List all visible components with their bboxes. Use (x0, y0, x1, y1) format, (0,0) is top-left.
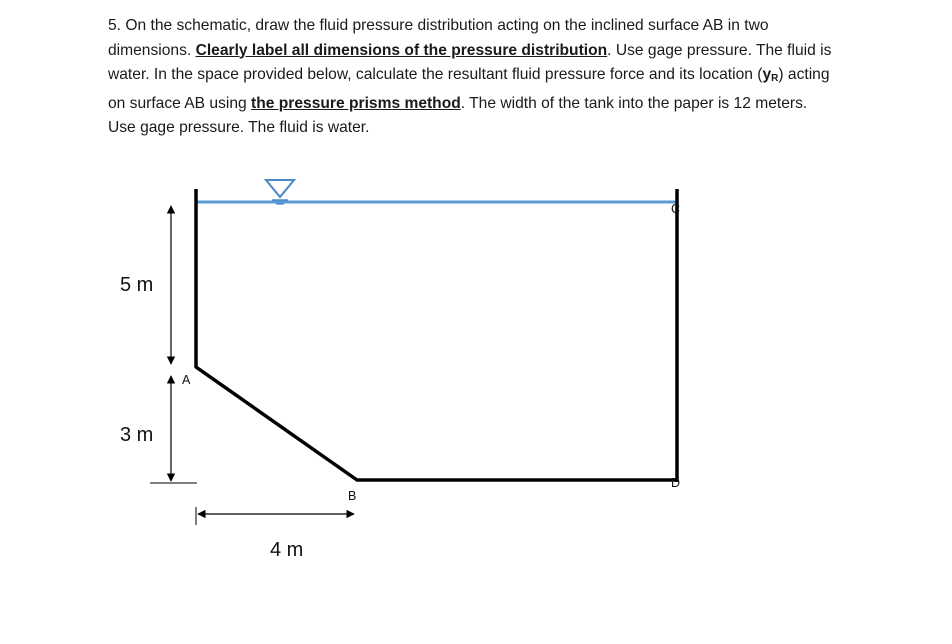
problem-text-part4: . The width of the tank into the paper is 12 meters. Use gage pressure. The fluid is water. (108, 94, 808, 136)
y-subscript: R (771, 73, 779, 84)
dimension-arrow-4m (196, 507, 354, 525)
problem-text-part3: ) acting on surface AB using (108, 66, 830, 112)
point-label-d: D (671, 476, 681, 490)
emphasis-pressure-prisms: the pressure prisms method (251, 94, 461, 112)
dimension-label-5m: 5 m (120, 274, 154, 296)
dimension-label-4m: 4 m (270, 539, 304, 561)
inverted-triangle-water-surface-icon (266, 180, 294, 204)
point-label-c: C (671, 202, 681, 216)
point-label-a: A (182, 373, 191, 387)
tank-wall-left-and-incline (196, 189, 357, 480)
point-label-b: B (348, 489, 357, 503)
emphasis-clearly-label: Clearly label all dimensions of the pressure distribution (195, 41, 608, 59)
dimension-label-3m: 3 m (120, 424, 154, 446)
problem-text-part1: On the schematic, draw the fluid pressure distribution acting on the inclined surface AB in two dimensions. (108, 17, 769, 59)
problem-text-part2: . Use gage pressure. The fluid is water. In the space provided below, calculate the resultant fluid pressure force and its location ( (108, 41, 832, 83)
y-symbol: y (762, 66, 772, 83)
problem-number: 5. (108, 17, 122, 34)
